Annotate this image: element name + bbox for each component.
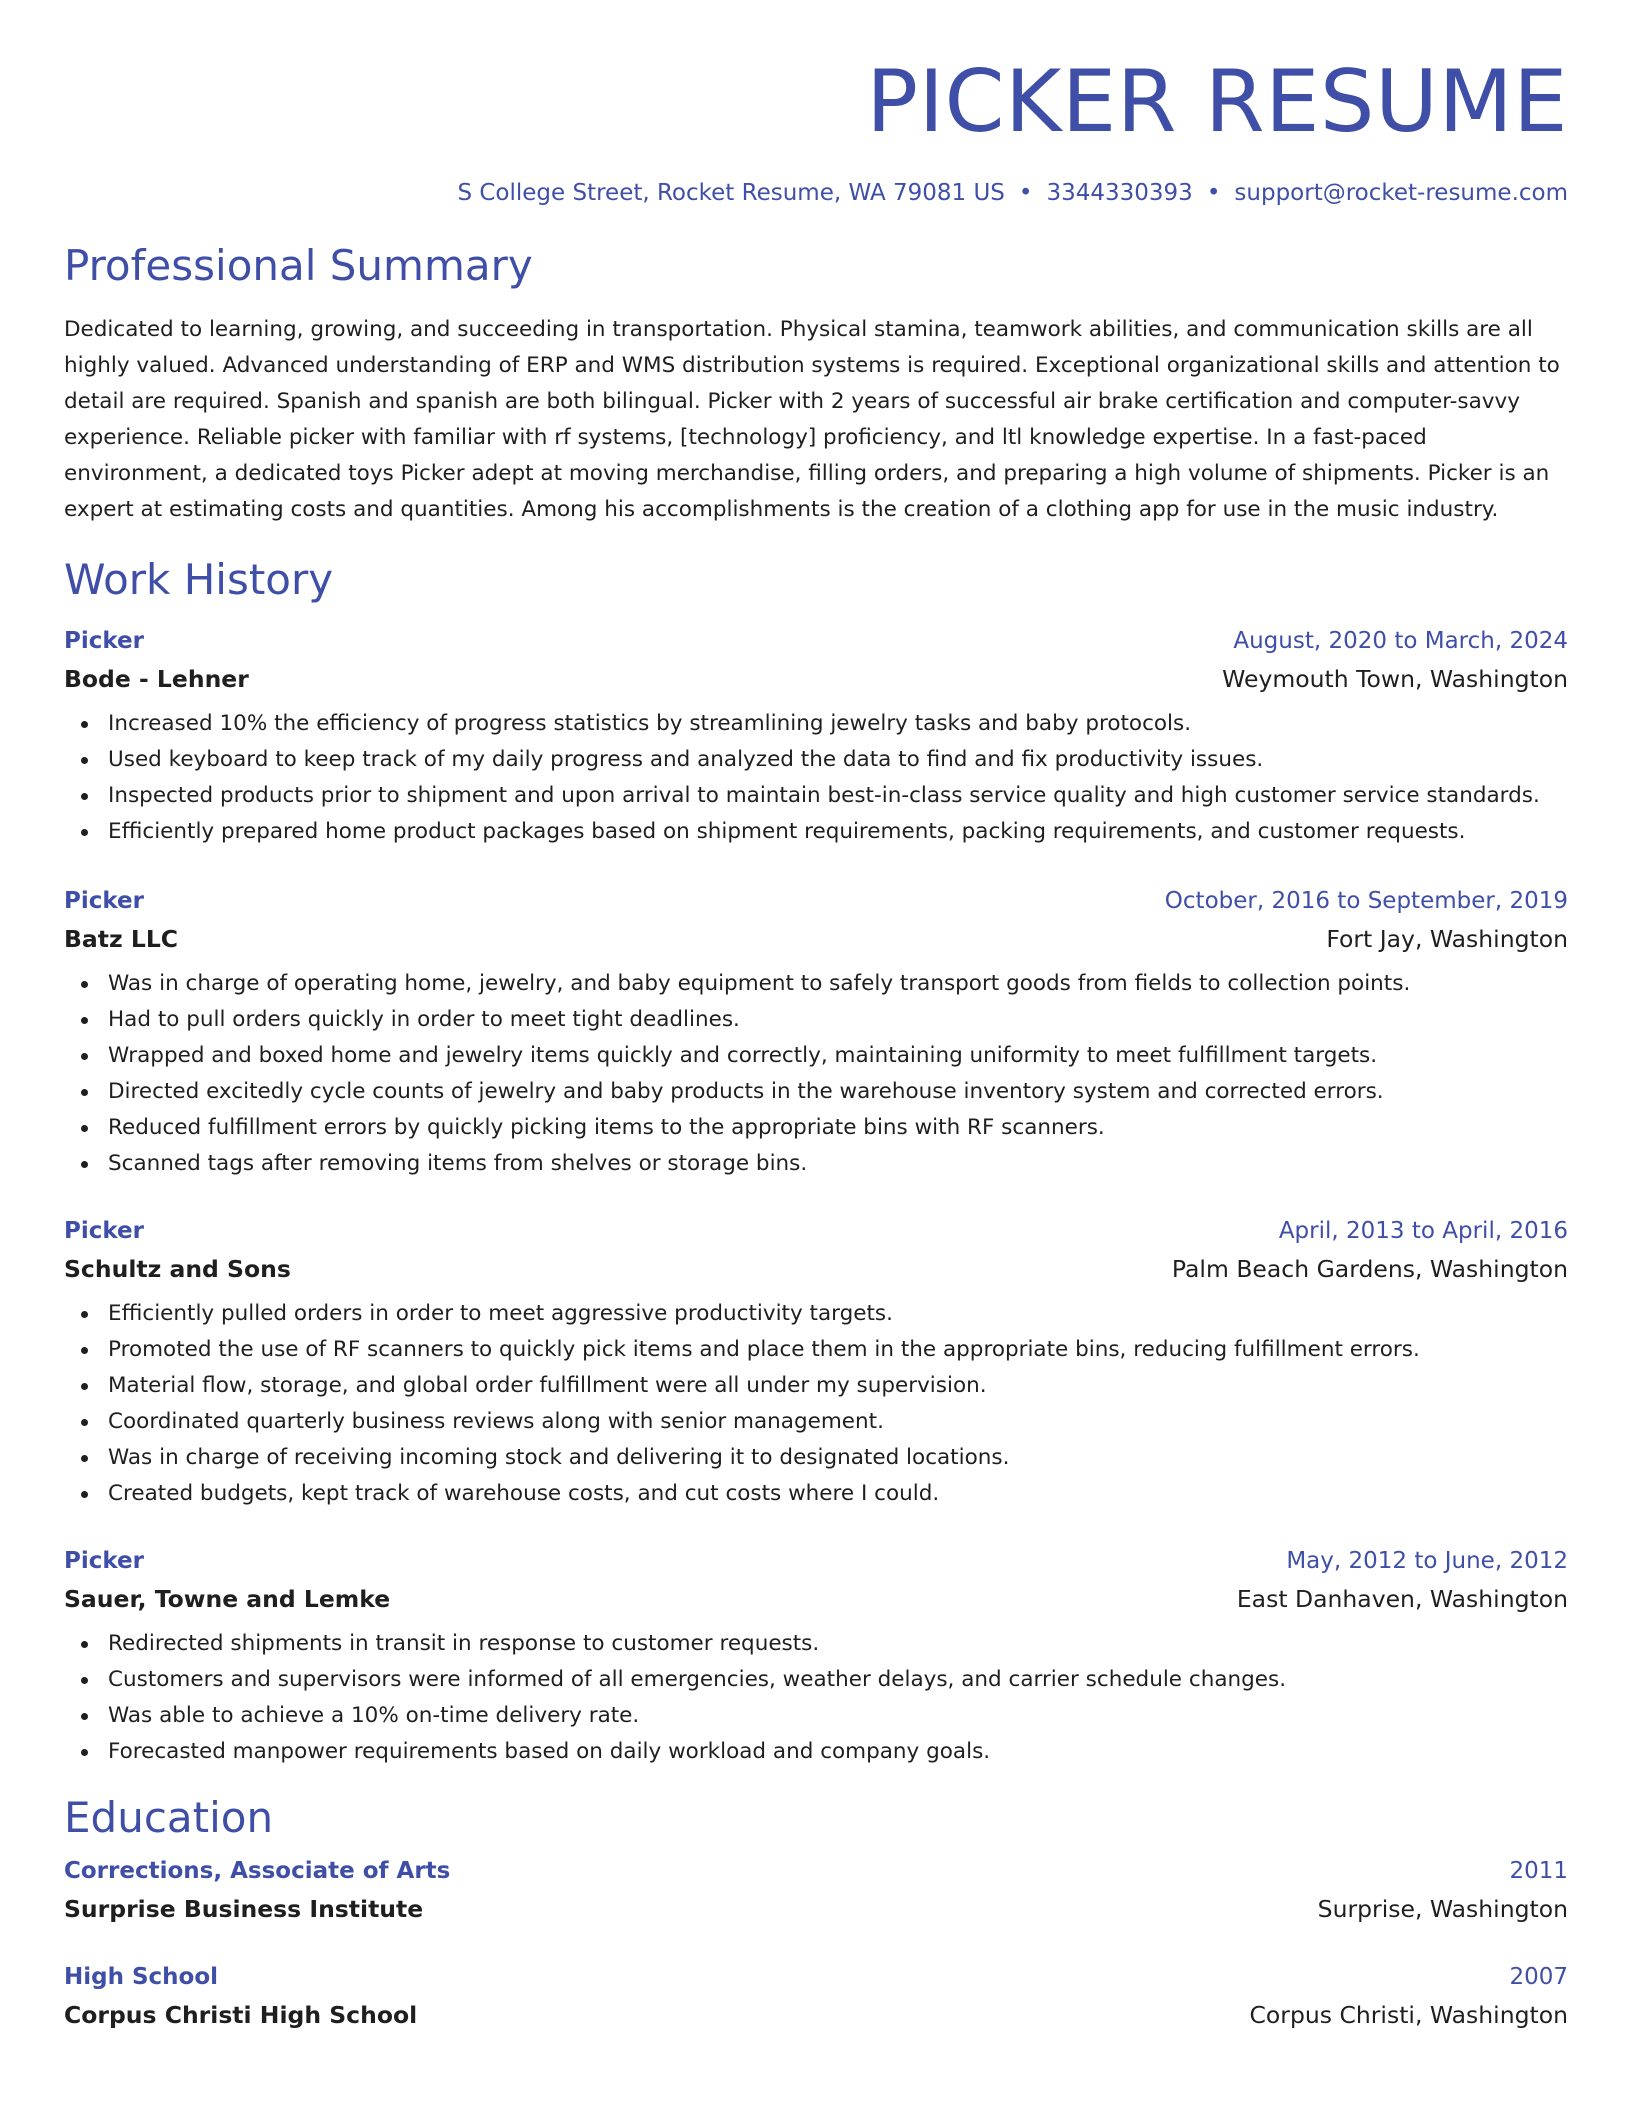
list-item: Was in charge of receiving incoming stock and delivering it to designated locations.: [64, 1440, 1568, 1476]
education-header-row: [64, 1852, 1568, 1890]
list-item: Wrapped and boxed home and jewelry items quickly and correctly, maintaining uniformity to meet fulfillment targets.: [64, 1038, 1568, 1074]
job-company-row: [64, 1250, 1568, 1288]
list-item: Material flow, storage, and global order fulfillment were all under my supervision.: [64, 1368, 1568, 1404]
job-header-row: [64, 882, 1568, 920]
job-company: Bode - Lehner: [64, 665, 249, 693]
education-degree: High School: [64, 1964, 219, 1990]
job-company: Sauer, Towne and Lemke: [64, 1585, 391, 1613]
email-link[interactable]: support@rocket-resume.com: [1234, 180, 1568, 206]
separator-dot: •: [1018, 180, 1033, 206]
list-item: Customers and supervisors were informed of all emergencies, weather delays, and carrier schedule changes.: [64, 1662, 1568, 1698]
job-bullets: [64, 966, 1568, 1182]
education-location: Corpus Christi, Washington: [1249, 2001, 1568, 2029]
education-header-row: [64, 1958, 1568, 1996]
job-entry: [64, 622, 1568, 850]
list-item: Efficiently pulled orders in order to meet aggressive productivity targets.: [64, 1296, 1568, 1332]
job-role: Picker: [64, 628, 144, 654]
list-item: Used keyboard to keep track of my daily progress and analyzed the data to find and fix productivity issues.: [64, 742, 1568, 778]
resume-name: PICKER RESUME: [866, 52, 1568, 152]
education-school: Corpus Christi High School: [64, 2001, 418, 2029]
job-bullets: [64, 1296, 1568, 1512]
list-item: Increased 10% the efficiency of progress statistics by streamlining jewelry tasks and baby protocols.: [64, 706, 1568, 742]
list-item: Created budgets, kept track of warehouse costs, and cut costs where I could.: [64, 1476, 1568, 1512]
education-year: 2007: [1509, 1964, 1568, 1990]
job-role: Picker: [64, 888, 144, 914]
contact-line: [64, 178, 1568, 208]
separator-dot: •: [1206, 180, 1221, 206]
education-entry: [64, 1852, 1568, 1928]
address-text: S College Street, Rocket Resume, WA 79081 US: [457, 180, 1005, 206]
list-item: Was able to achieve a 10% on-time delivery rate.: [64, 1698, 1568, 1734]
job-dates: April, 2013 to April, 2016: [1278, 1218, 1568, 1244]
job-header-row: [64, 622, 1568, 660]
summary-text: Dedicated to learning, growing, and succeeding in transportation. Physical stamina, teamwork abilities, and communication skills are all highly valued. Advanced understanding of ERP and WMS distribution systems is required. Exceptional organizational skills and attention to detail are required. Spanish and spanish are both bilingual. Picker with 2 years of successful air brake certification and computer-savvy experience. Reliable picker with familiar with rf systems, [technology] proficiency, and ltl knowledge expertise. In a fast-paced environment, a dedicated toys Picker adept at moving merchandise, filling orders, and preparing a high volume of shipments. Picker is an expert at estimating costs and quantities. Among his accomplishments is the creation of a clothing app for use in the music industry.: [64, 317, 1560, 522]
list-item: Scanned tags after removing items from shelves or storage bins.: [64, 1146, 1568, 1182]
list-item: Redirected shipments in transit in response to customer requests.: [64, 1626, 1568, 1662]
job-entry: [64, 882, 1568, 1182]
job-bullets: [64, 1626, 1568, 1770]
list-item: Directed excitedly cycle counts of jewelry and baby products in the warehouse inventory system and corrected errors.: [64, 1074, 1568, 1110]
list-item: Was in charge of operating home, jewelry, and baby equipment to safely transport goods from fields to collection points.: [64, 966, 1568, 1002]
job-header-row: [64, 1212, 1568, 1250]
education-degree: Corrections, Associate of Arts: [64, 1858, 451, 1884]
job-dates: August, 2020 to March, 2024: [1233, 628, 1568, 654]
list-item: Efficiently prepared home product packages based on shipment requirements, packing requirements, and customer requests.: [64, 814, 1568, 850]
job-location: Fort Jay, Washington: [1326, 925, 1568, 953]
job-dates: May, 2012 to June, 2012: [1286, 1548, 1568, 1574]
job-location: Weymouth Town, Washington: [1222, 665, 1568, 693]
job-company-row: [64, 1580, 1568, 1618]
education-school-row: [64, 1996, 1568, 2034]
education-location: Surprise, Washington: [1317, 1895, 1568, 1923]
job-location: Palm Beach Gardens, Washington: [1171, 1255, 1568, 1283]
list-item: Had to pull orders quickly in order to meet tight deadlines.: [64, 1002, 1568, 1038]
list-item: Coordinated quarterly business reviews along with senior management.: [64, 1404, 1568, 1440]
job-company-row: [64, 660, 1568, 698]
education-school: Surprise Business Institute: [64, 1895, 424, 1923]
summary-heading: Professional Summary: [64, 241, 533, 290]
job-dates: October, 2016 to September, 2019: [1164, 888, 1568, 914]
list-item: Forecasted manpower requirements based on daily workload and company goals.: [64, 1734, 1568, 1770]
education-year: 2011: [1509, 1858, 1568, 1884]
education-heading: Education: [64, 1793, 274, 1842]
resume-header: [64, 0, 1568, 208]
job-company: Schultz and Sons: [64, 1255, 291, 1283]
education-school-row: [64, 1890, 1568, 1928]
job-role: Picker: [64, 1548, 144, 1574]
job-location: East Danhaven, Washington: [1236, 1585, 1568, 1613]
phone-text: 3344330393: [1046, 180, 1193, 206]
job-role: Picker: [64, 1218, 144, 1244]
job-entry: [64, 1212, 1568, 1512]
education-entry: [64, 1958, 1568, 2034]
job-company: Batz LLC: [64, 925, 179, 953]
job-header-row: [64, 1542, 1568, 1580]
list-item: Reduced fulfillment errors by quickly picking items to the appropriate bins with RF scanners.: [64, 1110, 1568, 1146]
job-entry: [64, 1542, 1568, 1770]
work-history-heading: Work History: [64, 555, 334, 604]
list-item: Inspected products prior to shipment and upon arrival to maintain best-in-class service quality and high customer service standards.: [64, 778, 1568, 814]
job-company-row: [64, 920, 1568, 958]
job-bullets: [64, 706, 1568, 850]
list-item: Promoted the use of RF scanners to quickly pick items and place them in the appropriate bins, reducing fulfillment errors.: [64, 1332, 1568, 1368]
